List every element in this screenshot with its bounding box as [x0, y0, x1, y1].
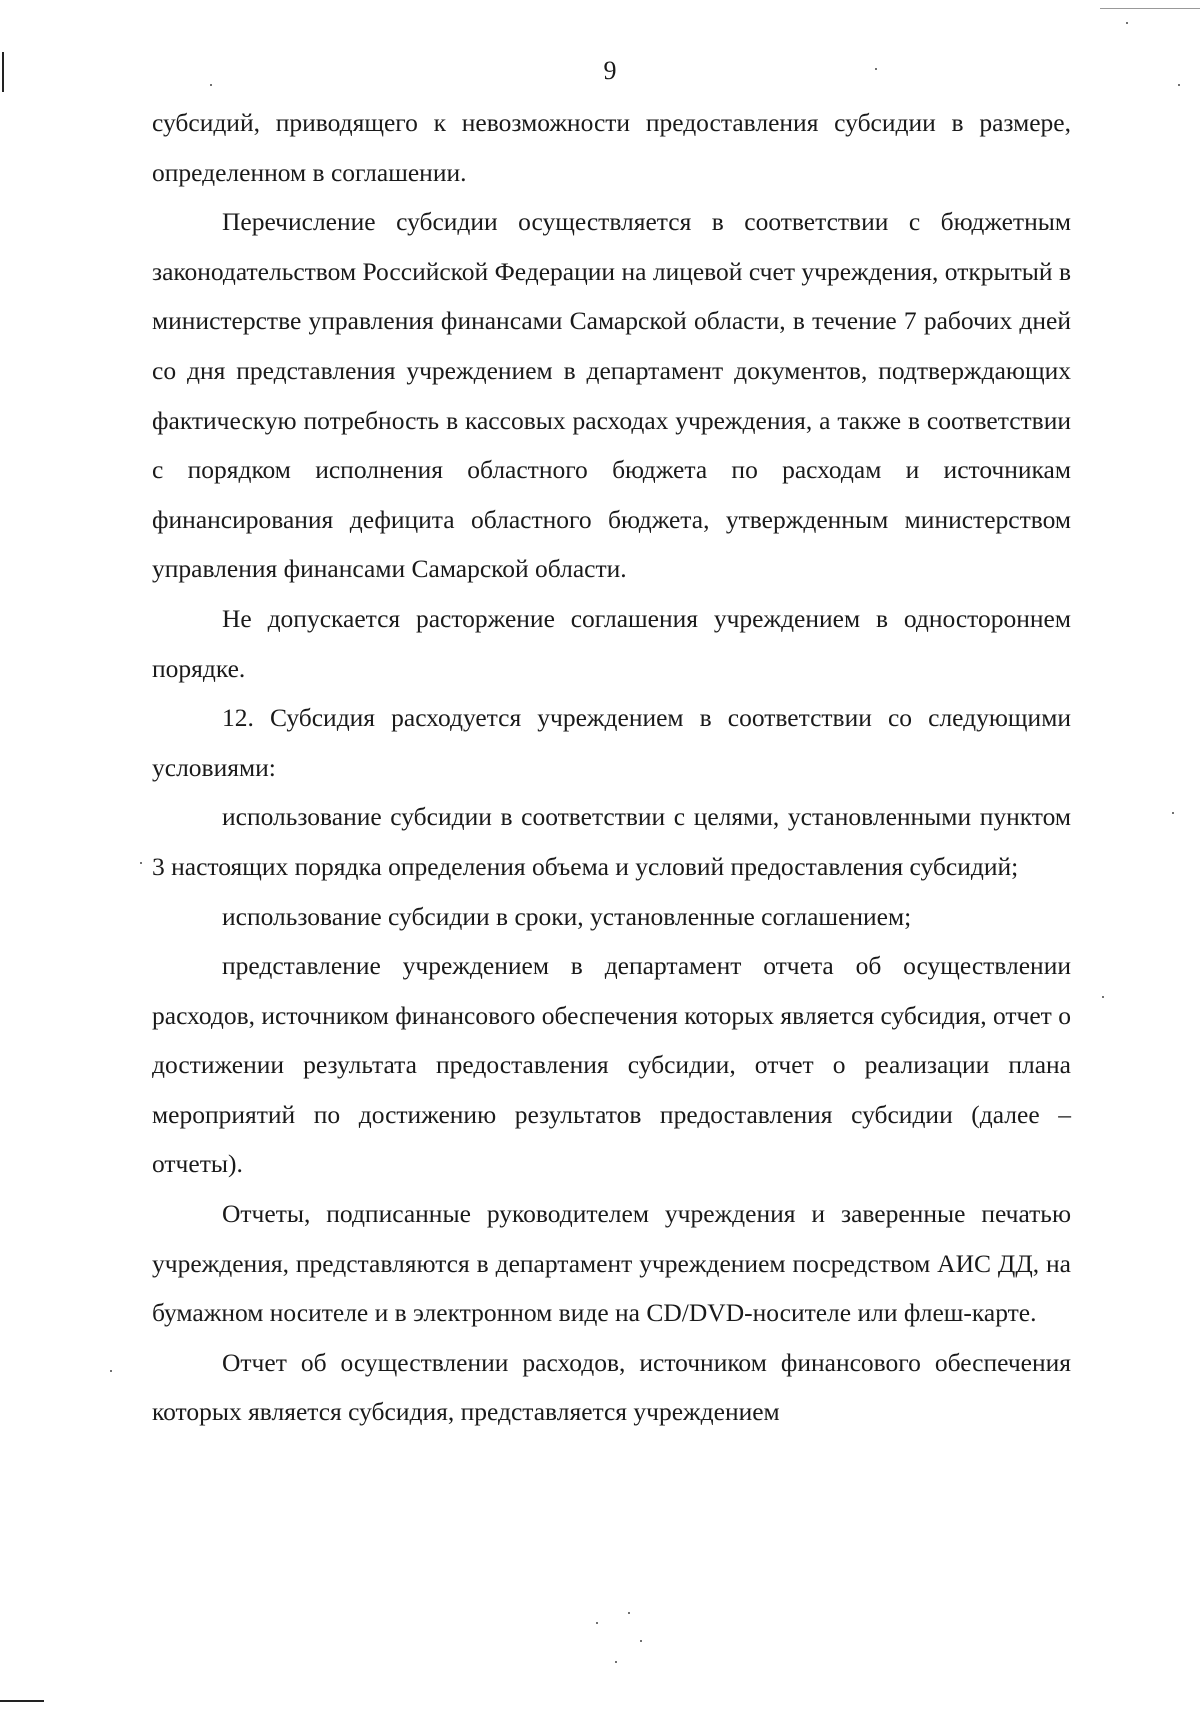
scan-speck: [1178, 84, 1180, 86]
scan-speck: [140, 862, 142, 864]
paragraph-1: субсидий, приводящего к невозможности предоставления субсидии в размере, определенном в соглашении.: [152, 108, 1071, 187]
paragraph-2: Перечисление субсидии осуществляется в соответствии с бюджетным законодательством Российской Федерации на лицевой счет учреждения, открытый в министерстве управления финансами Самарской области, в течение 7 рабочих дней со дня представления учреждением в департамент документов, подтверждающих фактическую потребность в кассовых расходах учреждения, а также в соответствии с порядком исполнения областного бюджета по расходам и источникам финансирования дефицита областного бюджета, утвержденным министерством управления финансами Самарской области.: [152, 207, 1071, 584]
scan-speck: [1102, 996, 1104, 998]
paragraph-3: Не допускается расторжение соглашения учреждением в одностороннем порядке.: [152, 603, 1071, 683]
paragraph-5: использование субсидии в соответствии с целями, установленными пунктом 3 настоящих порядка определения объема и условий предоставления субсидий;: [152, 802, 1071, 881]
scan-speck: [1126, 22, 1128, 24]
scan-speck: [1172, 812, 1174, 814]
paragraph-9: Отчет об осуществлении расходов, источником финансового обеспечения которых является субсидия, представляется учреждением: [152, 1347, 1071, 1427]
scan-speck: [615, 1661, 617, 1663]
scan-speck: [110, 1370, 112, 1372]
scan-edge-mark-left: [2, 52, 4, 92]
paragraph-6: использование субсидии в сроки, установленные соглашением;: [222, 901, 912, 931]
scan-edge-mark-top-right: [1100, 8, 1200, 9]
scan-speck: [640, 1640, 642, 1642]
paragraph-4: 12. Субсидия расходуется учреждением в соответствии со следующими условиями:: [152, 703, 1071, 782]
body-text: [152, 98, 1071, 1437]
scan-speck: [628, 1612, 630, 1614]
scan-edge-mark-left-lower: [0, 1700, 44, 1702]
scan-speck: [210, 84, 212, 86]
scan-speck: [596, 1622, 598, 1624]
page-number: 9: [603, 56, 617, 85]
paragraph-8: Отчеты, подписанные руководителем учреждения и заверенные печатью учреждения, представляются в департамент учреждением посредством АИС ДД, на бумажном носителе и в электронном виде на CD/DVD-носителе или флеш-карте.: [152, 1199, 1071, 1328]
scan-speck: [875, 68, 877, 70]
paragraph-7: представление учреждением в департамент отчета об осуществлении расходов, источником финансового обеспечения которых является субсидия, отчет о достижении результата предоставления субсидии, отчет о реализации плана мероприятий по достижению результатов предоставления субсидии (далее – отчеты).: [152, 951, 1071, 1179]
